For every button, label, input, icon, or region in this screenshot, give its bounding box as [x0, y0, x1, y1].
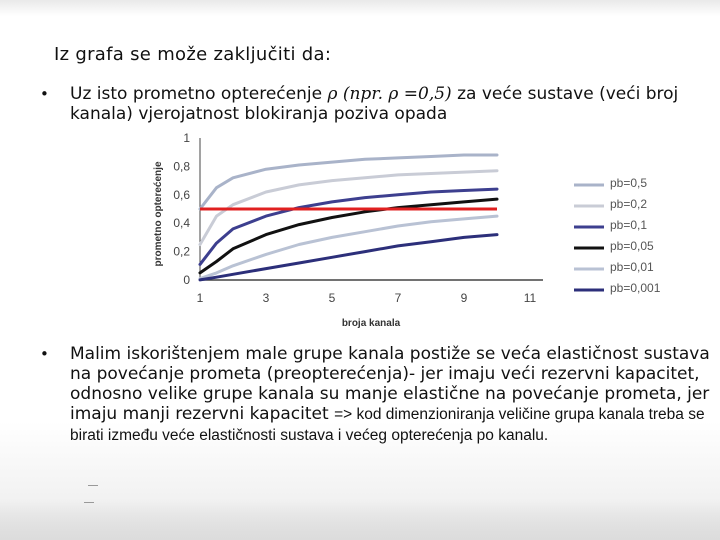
chart-legend [572, 174, 661, 300]
bullet-marker: • [40, 345, 49, 363]
x-axis-title: broja kanala [341, 318, 401, 329]
legend-item [572, 174, 652, 195]
legend-label: pb=0,01 [610, 260, 654, 274]
x-tick-label: 9 [460, 291, 468, 305]
x-tick-label: 5 [328, 291, 336, 305]
x-tick-label: 3 [262, 291, 270, 305]
legend-label: pb=0,001 [610, 281, 661, 295]
legend-item [572, 258, 652, 279]
x-tick-label: 11 [523, 291, 537, 305]
legend-swatch [572, 266, 606, 272]
legend-swatch [572, 224, 606, 230]
legend-item [572, 279, 661, 300]
legend-swatch [572, 182, 606, 188]
bullet-1-example: ρ (npr. ρ =0,5) [327, 84, 452, 104]
legend-label: pb=0,05 [610, 239, 654, 253]
top-band [0, 0, 720, 16]
y-tick-label: 0,2 [173, 244, 190, 259]
legend-label: pb=0,5 [610, 176, 648, 190]
x-tick-label: 1 [196, 291, 204, 305]
legend-swatch [572, 203, 606, 209]
bullet-1-after: za veće sustave (veći broj kanala) vjerojatnost blokiranja poziva opada [70, 84, 679, 124]
y-tick-label: 0 [183, 273, 190, 287]
y-tick-label: 0,4 [173, 216, 190, 231]
legend-item [572, 195, 652, 216]
series-line [200, 235, 497, 280]
legend-label: pb=0,2 [610, 197, 648, 211]
bullet-2-main: Malim iskorištenjem male grupe kanala postiže se veća elastičnost sustava na povećanje prometa (preopterećenja)- jer imaju veći rezervni kapacitet, odnosno velike grupe kanala su manje elastične na povećanje prometa, jer imaju manji rezervni kapacitet [70, 344, 710, 424]
legend-label: pb=0,1 [610, 218, 648, 232]
x-tick-label: 7 [394, 291, 402, 305]
y-tick-label: 0,6 [173, 187, 190, 202]
bullet-2 [70, 344, 710, 446]
y-tick-label: 0,8 [173, 159, 190, 174]
chart [138, 128, 661, 338]
bullet-marker: • [40, 85, 49, 103]
y-axis-title: prometno opterećenje [153, 161, 164, 267]
bullet-1 [70, 84, 710, 124]
bottom-band [0, 500, 720, 540]
bullet-1-before: Uz isto prometno opterećenje [70, 84, 328, 104]
bullet-2-small: => kod dimenzioniranja veličine grupa kanala treba se birati između veće elastičnosti sustava i većeg opterećenja po kanalu. [70, 406, 705, 444]
decorative-dash [88, 485, 98, 486]
legend-swatch [572, 245, 606, 251]
decorative-dash [84, 502, 94, 503]
slide-title: Iz grafa se može zaključiti da: [54, 44, 332, 65]
legend-swatch [572, 287, 606, 293]
y-tick-label: 1 [183, 131, 190, 145]
legend-item [572, 216, 652, 237]
legend-item [572, 237, 652, 258]
